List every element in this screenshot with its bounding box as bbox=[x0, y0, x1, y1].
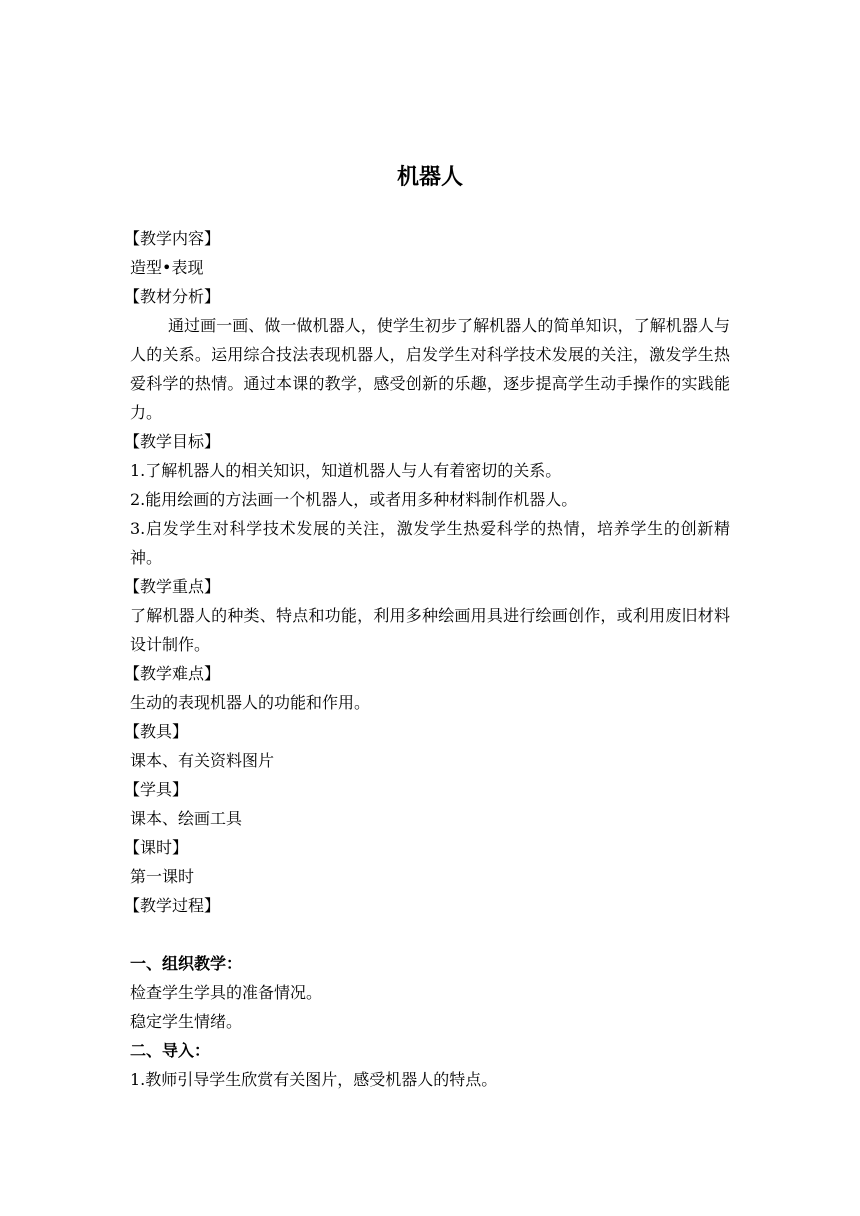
step-1-item-1: 检查学生学具的准备情况。 bbox=[130, 983, 323, 1002]
step-1-item-2: 稳定学生情绪。 bbox=[130, 1012, 243, 1031]
heading-material-analysis: 【教材分析】 bbox=[124, 287, 221, 306]
heading-class-period: 【课时】 bbox=[124, 838, 189, 857]
heading-key-points: 【教学重点】 bbox=[124, 577, 221, 596]
goal-item-1: 1.了解机器人的相关知识，知道机器人与人有着密切的关系。 bbox=[130, 461, 562, 480]
goal-item-3: 3.启发学生对科学技术发展的关注，激发学生热爱科学的热情，培养学生的创新精神。 bbox=[130, 519, 730, 567]
text-key-points: 了解机器人的种类、特点和功能，利用多种绘画用具进行绘画创作，或利用废旧材料设计制作。 bbox=[130, 606, 730, 654]
spacer bbox=[130, 920, 730, 949]
heading-teaching-process: 【教学过程】 bbox=[124, 896, 221, 915]
text-material-analysis: 通过画一画、做一做机器人，使学生初步了解机器人的简单知识，了解机器人与人的关系。运用综合技法表现机器人，启发学生对科学技术发展的关注，激发学生热爱科学的热情。通过本课的教学，感受创新的乐趣，逐步提高学生动手操作的实践能力。 bbox=[130, 316, 730, 422]
step-2-item-1: 1.教师引导学生欣赏有关图片，感受机器人的特点。 bbox=[130, 1070, 498, 1089]
document-title: 机器人 bbox=[396, 165, 463, 190]
heading-teaching-tools: 【教具】 bbox=[124, 722, 189, 741]
heading-student-tools: 【学具】 bbox=[124, 780, 189, 799]
goal-item-2: 2.能用绘画的方法画一个机器人，或者用多种材料制作机器人。 bbox=[130, 490, 578, 509]
heading-difficult-points: 【教学难点】 bbox=[124, 664, 221, 683]
heading-step-2: 二、导入： bbox=[130, 1041, 211, 1060]
text-teaching-tools: 课本、有关资料图片 bbox=[130, 751, 275, 770]
heading-teaching-content: 【教学内容】 bbox=[124, 229, 221, 248]
text-class-period: 第一课时 bbox=[130, 867, 195, 886]
heading-step-1: 一、组织教学： bbox=[130, 954, 243, 973]
text-student-tools: 课本、绘画工具 bbox=[130, 809, 243, 828]
text-difficult-points: 生动的表现机器人的功能和作用。 bbox=[130, 693, 371, 712]
text-teaching-content: 造型•表现 bbox=[130, 258, 204, 277]
document-body bbox=[124, 224, 730, 1094]
heading-teaching-goals: 【教学目标】 bbox=[124, 432, 221, 451]
